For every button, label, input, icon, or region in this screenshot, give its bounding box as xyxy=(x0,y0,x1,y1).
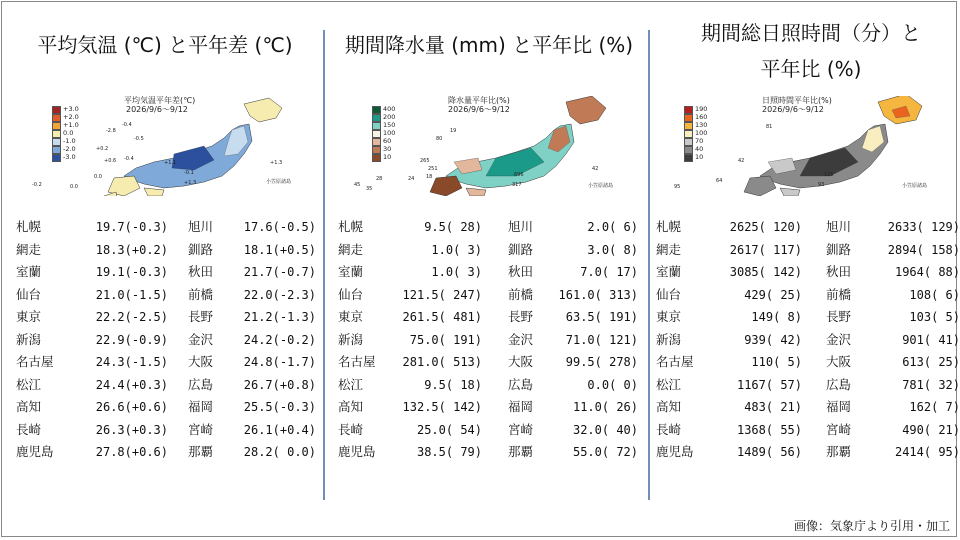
table-row xyxy=(16,441,316,463)
city-value: 9.5( 28) xyxy=(424,220,482,234)
city-value: 261.5( 481) xyxy=(402,310,482,324)
legend-swatch xyxy=(372,106,381,114)
map-value-label: 42 xyxy=(592,166,599,172)
table-row xyxy=(338,374,638,396)
legend-label: 40 xyxy=(695,145,704,153)
map-value-label: +0.2 xyxy=(96,146,109,152)
city-name: 仙台 xyxy=(656,286,682,302)
temperature-map xyxy=(32,96,314,216)
panel-title: 期間総日照時間（分）と xyxy=(701,21,921,45)
city-value: 38.5( 79) xyxy=(416,445,482,459)
legend-label: -2.0 xyxy=(63,145,76,153)
city-value: 1489( 56) xyxy=(736,445,802,459)
legend-label: 100 xyxy=(695,129,708,137)
city-value: 2625( 120) xyxy=(729,220,802,234)
city-name: 秋田 xyxy=(508,264,534,279)
city-name: 宮崎 xyxy=(188,421,214,437)
city-name: 前橋 xyxy=(826,286,852,302)
city-name: 金沢 xyxy=(826,331,852,347)
table-row xyxy=(16,419,316,441)
city-name: 旭川 xyxy=(508,219,534,234)
map-value-label: 28 xyxy=(376,176,383,182)
legend-swatch xyxy=(372,114,381,122)
legend-label: 10 xyxy=(695,153,704,161)
table-row xyxy=(16,216,316,238)
map-period: 2026/9/6～9/12 xyxy=(126,105,188,114)
city-name: 長野 xyxy=(508,309,534,324)
legend-swatch xyxy=(684,114,693,122)
city-value: 1.0( 3) xyxy=(431,265,482,279)
city-value: 22.2(-2.5) xyxy=(95,310,168,324)
city-name: 仙台 xyxy=(338,286,364,302)
city-value: 613( 25) xyxy=(902,355,960,369)
map-value-label: 24 xyxy=(408,176,415,182)
city-value: 25.0( 54) xyxy=(416,422,482,437)
city-name: 福岡 xyxy=(188,399,214,414)
city-name: 東京 xyxy=(338,309,364,324)
legend-swatch xyxy=(52,122,61,130)
city-value: 99.5( 278) xyxy=(565,355,638,369)
city-name: 広島 xyxy=(188,376,214,392)
city-value: 11.0( 26) xyxy=(572,400,638,414)
map-value-label: 251 xyxy=(428,166,438,172)
table-row xyxy=(338,329,638,351)
city-name: 鹿児島 xyxy=(16,444,54,459)
city-name: 秋田 xyxy=(826,264,852,279)
legend-swatch xyxy=(372,122,381,130)
legend-swatch xyxy=(52,154,61,162)
city-name: 東京 xyxy=(16,309,42,324)
city-value: 25.5(-0.3) xyxy=(243,400,316,414)
city-name: 前橋 xyxy=(188,286,214,302)
table-row xyxy=(656,306,960,328)
map-value-label: 0.0 xyxy=(94,174,102,180)
legend-label: 60 xyxy=(383,137,392,145)
sunshine-panel xyxy=(652,0,960,540)
city-value: 2894( 158) xyxy=(887,242,960,257)
city-name: 新潟 xyxy=(16,331,42,347)
table-row xyxy=(16,329,316,351)
city-value: 21.2(-1.3) xyxy=(243,310,316,324)
city-value: 1167( 57) xyxy=(736,377,802,392)
legend-label: +3.0 xyxy=(63,105,79,113)
table-row xyxy=(656,419,960,441)
map-inset-label: 小笠原諸島 xyxy=(266,179,292,185)
city-value: 18.3(+0.2) xyxy=(95,242,168,257)
city-value: 26.3(+0.3) xyxy=(95,422,168,437)
legend-swatch xyxy=(684,106,693,114)
city-name: 室蘭 xyxy=(338,264,364,279)
city-value: 281.0( 513) xyxy=(402,355,482,369)
city-value: 18.1(+0.5) xyxy=(243,242,316,257)
table-row xyxy=(16,351,316,373)
map-value-label: +1.3 xyxy=(184,180,197,186)
map-value-label: 265 xyxy=(420,158,430,164)
city-value: 939( 42) xyxy=(744,332,802,347)
map-value-label: 64 xyxy=(716,178,723,184)
legend-label: 200 xyxy=(383,113,396,121)
legend-swatch xyxy=(52,146,61,154)
city-value: 0.0( 0) xyxy=(587,377,638,392)
city-value: 2633( 129) xyxy=(887,220,960,234)
legend-swatch xyxy=(684,146,693,154)
temperature-panel xyxy=(6,0,324,540)
map-period: 2026/9/6～9/12 xyxy=(448,105,510,114)
city-value: 26.6(+0.6) xyxy=(95,400,168,414)
city-value: 161.0( 313) xyxy=(558,287,638,302)
legend-swatch xyxy=(52,106,61,114)
table-row xyxy=(16,261,316,283)
column-divider-2 xyxy=(648,30,650,500)
city-name: 新潟 xyxy=(656,331,682,347)
map-value-label: 45 xyxy=(354,182,361,188)
legend-label: 10 xyxy=(383,153,392,161)
city-name: 室蘭 xyxy=(16,264,42,279)
city-name: 長野 xyxy=(188,309,214,324)
city-name: 松江 xyxy=(656,376,682,392)
city-name: 高知 xyxy=(16,399,42,414)
city-value: 21.0(-1.5) xyxy=(95,287,168,302)
precipitation-map xyxy=(354,96,636,216)
city-name: 札幌 xyxy=(338,219,364,234)
city-name: 長崎 xyxy=(656,421,682,437)
panel-title-line2: 平年比 (%) xyxy=(760,57,862,81)
map-period: 2026/9/6～9/12 xyxy=(762,105,824,114)
city-value: 55.0( 72) xyxy=(572,445,638,459)
city-name: 鹿児島 xyxy=(338,444,376,459)
city-name: 札幌 xyxy=(656,219,682,234)
city-value: 7.0( 17) xyxy=(580,265,638,279)
city-name: 那覇 xyxy=(508,444,534,459)
city-name: 仙台 xyxy=(16,286,42,302)
city-value: 490( 21) xyxy=(902,422,960,437)
map-title: 降水量平年比(%) xyxy=(448,96,510,105)
legend-swatch xyxy=(52,114,61,122)
map-value-label: 35 xyxy=(366,186,373,192)
city-name: 大阪 xyxy=(826,354,852,369)
table-row xyxy=(338,261,638,283)
city-value: 28.2( 0.0) xyxy=(243,445,316,459)
city-value: 121.5( 247) xyxy=(402,287,482,302)
map-title: 日照時間平年比(%) xyxy=(762,96,832,105)
city-value: 71.0( 121) xyxy=(565,332,638,347)
city-value: 22.9(-0.9) xyxy=(95,332,168,347)
city-name: 広島 xyxy=(826,376,852,392)
map-value-label: 18 xyxy=(426,174,433,180)
city-value: 110( 5) xyxy=(751,355,802,369)
city-value: 24.4(+0.3) xyxy=(95,377,168,392)
legend-swatch xyxy=(684,154,693,162)
image-credit: 画像：気象庁より引用・加工 xyxy=(793,519,950,533)
table-row xyxy=(656,239,960,261)
legend-label: 70 xyxy=(695,137,704,145)
city-value: 27.8(+0.6) xyxy=(95,445,168,459)
map-value-label: 81 xyxy=(766,124,773,130)
city-name: 網走 xyxy=(656,241,682,257)
table-row xyxy=(338,306,638,328)
city-name: 室蘭 xyxy=(656,264,682,279)
table-row xyxy=(338,351,638,373)
city-name: 那覇 xyxy=(826,444,852,459)
city-name: 宮崎 xyxy=(826,421,852,437)
city-value: 26.1(+0.4) xyxy=(243,422,316,437)
panel-title: 期間降水量 (mm) と平年比 (%) xyxy=(344,33,634,57)
city-value: 108( 6) xyxy=(909,287,960,302)
legend-label: 190 xyxy=(695,105,708,113)
city-value: 2414( 95) xyxy=(894,445,960,459)
legend-label: 100 xyxy=(383,129,396,137)
table-row xyxy=(338,396,638,418)
map-value-label: 317 xyxy=(512,182,522,188)
map-inset-label: 小笠原諸島 xyxy=(902,183,928,189)
city-value: 149( 8) xyxy=(751,310,802,324)
city-name: 前橋 xyxy=(508,286,534,302)
legend-label: 130 xyxy=(695,121,708,129)
city-value: 21.7(-0.7) xyxy=(243,265,316,279)
city-name: 長野 xyxy=(826,309,852,324)
legend-label: -1.0 xyxy=(63,137,76,145)
city-value: 1368( 55) xyxy=(736,422,802,437)
city-name: 高知 xyxy=(656,399,682,414)
legend-label: 0.0 xyxy=(63,129,74,137)
legend-swatch xyxy=(52,130,61,138)
city-name: 秋田 xyxy=(188,264,214,279)
city-value: 19.1(-0.3) xyxy=(95,265,168,279)
legend-label: 150 xyxy=(383,121,396,129)
city-name: 釧路 xyxy=(826,241,852,257)
city-name: 網走 xyxy=(338,241,364,257)
legend-swatch xyxy=(372,130,381,138)
map-value-label: 95 xyxy=(674,184,681,190)
map-value-label: 93 xyxy=(818,182,825,188)
city-value: 24.2(-0.2) xyxy=(243,332,316,347)
city-value: 24.8(-1.7) xyxy=(243,355,316,369)
city-value: 132.5( 142) xyxy=(402,400,482,414)
table-row xyxy=(338,441,638,463)
city-name: 宮崎 xyxy=(508,421,534,437)
city-value: 17.6(-0.5) xyxy=(243,220,316,234)
table-row xyxy=(338,419,638,441)
city-name: 高知 xyxy=(338,399,364,414)
map-value-label: 0.0 xyxy=(70,184,78,190)
legend-swatch xyxy=(372,146,381,154)
table-row xyxy=(338,239,638,261)
map-value-label: +1.3 xyxy=(270,160,283,166)
map-title: 平均気温平年差(℃) xyxy=(124,96,196,105)
map-value-label: -0.5 xyxy=(134,136,144,142)
city-value: 3.0( 8) xyxy=(587,242,638,257)
city-value: 483( 21) xyxy=(744,400,802,414)
city-value: 781( 32) xyxy=(902,377,960,392)
city-name: 新潟 xyxy=(338,331,364,347)
city-value: 19.7(-0.3) xyxy=(95,220,168,234)
panel-title: 平均気温 (℃) と平年差 (℃) xyxy=(37,33,293,57)
table-row xyxy=(656,261,960,283)
city-name: 大阪 xyxy=(188,354,214,369)
city-value: 24.3(-1.5) xyxy=(95,355,168,369)
legend-label: -3.0 xyxy=(63,153,76,161)
legend-swatch xyxy=(684,138,693,146)
city-value: 9.5( 18) xyxy=(424,377,482,392)
legend-label: +2.0 xyxy=(63,113,79,121)
sunshine-map xyxy=(674,96,950,216)
legend-label: 160 xyxy=(695,113,708,121)
city-name: 網走 xyxy=(16,241,42,257)
precipitation-panel xyxy=(330,0,648,540)
legend-swatch xyxy=(684,122,693,130)
legend-label: 30 xyxy=(383,145,392,153)
city-name: 釧路 xyxy=(188,241,214,257)
legend-swatch xyxy=(52,138,61,146)
city-name: 長崎 xyxy=(16,421,42,437)
table-row xyxy=(16,306,316,328)
city-name: 名古屋 xyxy=(656,354,694,369)
map-value-label: -0.2 xyxy=(32,182,42,188)
table-row xyxy=(338,216,638,238)
city-name: 福岡 xyxy=(508,399,534,414)
city-value: 901( 41) xyxy=(902,332,960,347)
city-name: 那覇 xyxy=(188,444,214,459)
table-row xyxy=(656,396,960,418)
city-name: 東京 xyxy=(656,309,682,324)
table-row xyxy=(16,284,316,306)
city-value: 103( 5) xyxy=(909,310,960,324)
table-row xyxy=(16,374,316,396)
legend-label: +1.0 xyxy=(63,121,79,129)
map-value-label: 696 xyxy=(514,172,524,178)
city-name: 松江 xyxy=(338,376,364,392)
map-value-label: 80 xyxy=(436,136,443,142)
table-row xyxy=(338,284,638,306)
city-value: 1964( 88) xyxy=(894,265,960,279)
legend-swatch xyxy=(372,154,381,162)
map-value-label: 125 xyxy=(824,172,834,178)
map-value-label: +1.1 xyxy=(164,160,177,166)
city-name: 旭川 xyxy=(188,219,214,234)
city-name: 広島 xyxy=(508,376,534,392)
city-value: 22.0(-2.3) xyxy=(243,287,316,302)
city-name: 釧路 xyxy=(508,241,534,257)
map-inset-label: 小笠原諸島 xyxy=(588,183,614,189)
table-row xyxy=(656,374,960,396)
table-row xyxy=(656,441,960,463)
city-value: 2617( 117) xyxy=(729,242,802,257)
city-name: 金沢 xyxy=(508,331,534,347)
map-value-label: 19 xyxy=(450,128,457,134)
table-row xyxy=(656,216,960,238)
city-name: 名古屋 xyxy=(16,354,54,369)
map-value-label: -0.1 xyxy=(184,170,194,176)
map-value-label: 42 xyxy=(738,158,745,164)
city-name: 大阪 xyxy=(508,354,534,369)
map-value-label: +0.6 xyxy=(104,158,117,164)
city-name: 旭川 xyxy=(826,219,852,234)
city-value: 75.0( 191) xyxy=(409,332,482,347)
city-value: 2.0( 6) xyxy=(587,220,638,234)
legend-swatch xyxy=(372,138,381,146)
map-value-label: -0.4 xyxy=(124,156,134,162)
city-value: 26.7(+0.8) xyxy=(243,377,316,392)
map-value-label: -0.4 xyxy=(122,122,132,128)
map-value-label: -2.8 xyxy=(106,128,116,134)
city-name: 松江 xyxy=(16,376,42,392)
city-value: 63.5( 191) xyxy=(565,310,638,324)
table-row xyxy=(16,239,316,261)
city-value: 429( 25) xyxy=(744,287,802,302)
city-value: 32.0( 40) xyxy=(572,422,638,437)
city-name: 札幌 xyxy=(16,219,42,234)
city-value: 1.0( 3) xyxy=(431,242,482,257)
city-value: 162( 7) xyxy=(909,400,960,414)
city-name: 鹿児島 xyxy=(656,444,694,459)
city-name: 名古屋 xyxy=(338,354,376,369)
city-name: 金沢 xyxy=(188,331,214,347)
city-name: 福岡 xyxy=(826,399,852,414)
table-row xyxy=(656,329,960,351)
legend-label: 400 xyxy=(383,105,396,113)
table-row xyxy=(656,351,960,373)
table-row xyxy=(656,284,960,306)
city-name: 長崎 xyxy=(338,421,364,437)
legend-swatch xyxy=(684,130,693,138)
table-row xyxy=(16,396,316,418)
city-value: 3085( 142) xyxy=(729,265,802,279)
